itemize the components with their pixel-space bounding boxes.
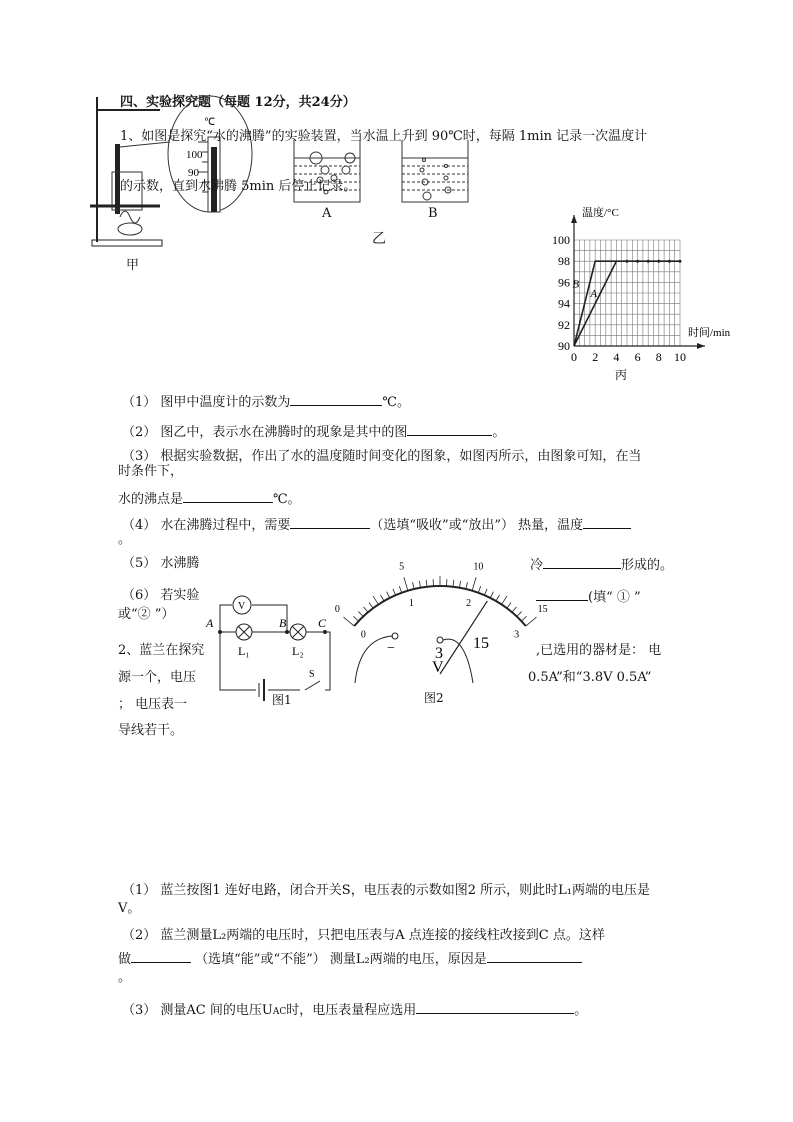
meter-tick xyxy=(484,589,487,595)
y-tick-label: 98 xyxy=(558,254,570,269)
x-axis-arrow xyxy=(697,343,705,349)
scale-top-label: 0 xyxy=(334,603,340,615)
y-tick-label: 96 xyxy=(558,275,570,290)
q2-part1-line1: （1） 蓝兰按图1 连好电路，闭合开关S，电压表的示数如图2 所示，则此时L₁两端的电压是 xyxy=(122,883,650,898)
meter-tick xyxy=(353,616,358,621)
x-axis-label: 时间/min xyxy=(688,327,731,339)
q2-part1-line2: V。 xyxy=(118,901,141,916)
point-b-label: B xyxy=(279,616,287,630)
figure2-label: 图2 xyxy=(424,691,444,705)
q1-part4-middle: （选填“吸收”或“放出”） 热量，温度 xyxy=(370,518,584,533)
meter-tick xyxy=(343,617,354,626)
q1-part5-tail xyxy=(530,556,673,574)
terminal-15-label: 15 xyxy=(473,635,489,652)
q1-part5-text: （5） 水沸腾 xyxy=(122,556,200,571)
figure2-voltmeter xyxy=(334,548,548,698)
point-a-label: A xyxy=(206,616,214,630)
q1-part4-end: 。 xyxy=(118,532,132,547)
q2-line1-suffix: ,已选用的器材是： 电 xyxy=(536,643,662,658)
chart-title: 丙 xyxy=(615,368,628,382)
meter-arc xyxy=(354,586,526,626)
figure-yi-label: 乙 xyxy=(372,231,386,247)
meter-tick xyxy=(373,596,378,604)
scale-top-label: 15 xyxy=(537,603,548,615)
meter-tick xyxy=(404,577,408,590)
meter-tick xyxy=(393,589,396,595)
y-tick-label: 94 xyxy=(558,296,570,311)
terminal-3-label: 3 xyxy=(435,645,443,662)
meter-tick xyxy=(512,607,516,612)
meter-tick xyxy=(521,616,526,621)
q2-part2-line1: （2） 蓝兰测量L₂两端的电压时，只把电压表与A 点连接的接线柱改接到C 点。这样 xyxy=(122,928,605,943)
series-label-B: B xyxy=(572,278,580,291)
data-point xyxy=(668,260,671,263)
q1-part3-line3 xyxy=(118,490,301,508)
q1-part6-blank[interactable] xyxy=(536,588,588,601)
meter-tick xyxy=(472,577,476,590)
lamp-l1-label: L₁ xyxy=(238,644,250,658)
q2-part3-suffix: 。 xyxy=(574,1003,588,1018)
q1-part4-blank2[interactable] xyxy=(583,516,631,529)
meter-tick xyxy=(496,595,500,601)
scale-top-label: 10 xyxy=(473,561,484,573)
series-label-A: A xyxy=(590,288,598,301)
q2-line2-suffix: 0.5A”和“3.8V 0.5A” xyxy=(528,670,652,685)
minus-terminal-label: − xyxy=(387,641,395,656)
q1-part1 xyxy=(122,393,410,411)
data-point xyxy=(636,260,639,263)
q1-part3-line1: （3） 根据实验数据，作出了水的温度随时间变化的图象，如图丙所示，由图象可知，在当 xyxy=(122,449,642,464)
meter-tick xyxy=(419,581,420,588)
q1-part3-line2: 时条件下， xyxy=(118,464,184,479)
meter-tick xyxy=(490,592,493,598)
y-tick-label: 90 xyxy=(558,339,570,353)
scale-bottom-label: 0 xyxy=(360,629,366,641)
beaker-a-label: A xyxy=(322,206,332,221)
q2-part3-middle: 时，电压表量程应选用 xyxy=(286,1003,417,1018)
meter-tick xyxy=(459,581,460,588)
figure-jia-label: 甲 xyxy=(126,258,140,273)
figure1-label: 图1 xyxy=(272,693,292,707)
figure1-circuit xyxy=(200,597,340,712)
meter-tick xyxy=(466,582,468,589)
data-point xyxy=(679,260,682,263)
q1-part2-blank[interactable] xyxy=(407,423,492,436)
q2-line2-prefix: 源一个，电压 xyxy=(118,670,197,685)
scale-top-label: 5 xyxy=(399,561,405,573)
meter-tick xyxy=(413,582,415,589)
q2-part3-subscript: AC xyxy=(272,1007,287,1017)
figure-bing-chart xyxy=(540,205,740,385)
q2-part2-middle: （选填“能”或“不能”） 测量L₂两端的电压，原因是 xyxy=(191,952,487,967)
meter-tick xyxy=(507,603,511,609)
data-point xyxy=(657,260,660,263)
q1-part6-line2: 或“② ”） xyxy=(118,607,175,622)
q1-stem-line2: 的示数，直到水沸腾 5min 后停止记录。 xyxy=(120,179,357,194)
q1-part3-suffix: ℃。 xyxy=(273,492,301,507)
voltmeter-symbol-label: V xyxy=(238,601,246,612)
meter-tick xyxy=(502,596,507,604)
meter-tick xyxy=(358,611,363,616)
scale-bottom-label: 3 xyxy=(514,629,520,641)
thermometer-unit-label: ℃ xyxy=(204,117,216,128)
thermometer-100-label: 100 xyxy=(186,149,203,161)
q1-part1-blank[interactable] xyxy=(290,393,382,406)
q2-part2-line3: 。 xyxy=(118,970,132,985)
data-point xyxy=(647,260,650,263)
q2-part3 xyxy=(122,1001,587,1020)
q1-part6-tail xyxy=(536,588,641,606)
section-title: 四、实验探究题（每题 12分，共24分） xyxy=(120,95,356,110)
q2-part3-blank[interactable] xyxy=(416,1001,574,1014)
meter-tick xyxy=(381,595,385,601)
q2-line1-prefix: 2、蓝兰在探究 xyxy=(118,643,205,658)
q2-part2-blank1[interactable] xyxy=(131,950,191,963)
meter-tick xyxy=(387,592,390,598)
q1-part6-text: （6） 若实验 xyxy=(122,588,200,603)
y-tick-label: 92 xyxy=(558,317,570,332)
q1-part2-suffix: 。 xyxy=(492,425,506,440)
terminal-3 xyxy=(437,637,443,643)
meter-v-label: V xyxy=(432,659,444,676)
meter-tick xyxy=(399,586,401,593)
x-tick-label: 0 xyxy=(571,350,577,364)
q1-part3-blank[interactable] xyxy=(183,490,273,503)
y-axis-label: 温度/°C xyxy=(582,207,619,219)
scale-bottom-label: 1 xyxy=(408,598,414,610)
thermometer-90-label: 90 xyxy=(188,167,199,179)
y-tick-label: 100 xyxy=(552,233,570,247)
q2-part2-line2 xyxy=(118,950,582,968)
q1-part4-text: （4） 水在沸腾过程中，需要 xyxy=(122,518,291,533)
meter-tick xyxy=(478,586,480,593)
meter-tick xyxy=(369,603,373,609)
beaker-b-label: B xyxy=(428,206,438,221)
q1-part2-text: （2） 图乙中，表示水在沸腾时的现象是其中的图 xyxy=(122,425,408,440)
q1-part1-text: （1） 图甲中温度计的示数为 xyxy=(122,395,291,410)
point-c-label: C xyxy=(318,616,327,630)
q2-line4: 导线若干。 xyxy=(118,723,184,738)
q1-part5-suffix: 形成的。 xyxy=(621,558,674,573)
y-axis-arrow xyxy=(571,215,577,223)
switch-s-label: S xyxy=(309,669,315,680)
meter-tick xyxy=(453,580,454,587)
x-tick-label: 4 xyxy=(613,350,620,364)
data-point xyxy=(626,260,629,263)
x-tick-label: 8 xyxy=(655,350,662,364)
q1-part4 xyxy=(122,516,631,534)
scale-bottom-label: 2 xyxy=(466,598,472,610)
q2-part2-blank2[interactable] xyxy=(487,950,582,963)
q1-part2 xyxy=(122,423,505,441)
q1-part6-suffix: (填“ ① ” xyxy=(588,590,641,605)
meter-tick xyxy=(517,611,522,616)
q1-stem-line1: 1、如图是探究“水的沸腾”的实验装置，当水温上升到 90℃时，每隔 1min 记录一次温度计 xyxy=(120,129,648,144)
meter-tick xyxy=(526,617,537,626)
q1-part1-suffix: ℃。 xyxy=(382,395,410,410)
meter-tick xyxy=(364,607,368,612)
x-tick-label: 2 xyxy=(592,350,599,364)
figure-yi-beakers xyxy=(290,138,475,208)
q1-part5-fragment: 冷 xyxy=(530,558,544,573)
x-tick-label: 6 xyxy=(634,350,641,364)
q1-part4-blank1[interactable] xyxy=(290,516,370,529)
q2-part2-text: 做 xyxy=(118,952,132,967)
lamp-l2-label: L₂ xyxy=(292,644,304,658)
q2-part3-text: （3） 测量AC 间的电压U xyxy=(122,1003,273,1018)
q2-line3: ； 电压表一 xyxy=(118,697,188,712)
meter-tick xyxy=(426,580,427,587)
q1-part5-blank[interactable] xyxy=(543,556,621,569)
q1-part3-text: 水的沸点是 xyxy=(118,492,184,507)
x-tick-label: 10 xyxy=(674,350,686,364)
